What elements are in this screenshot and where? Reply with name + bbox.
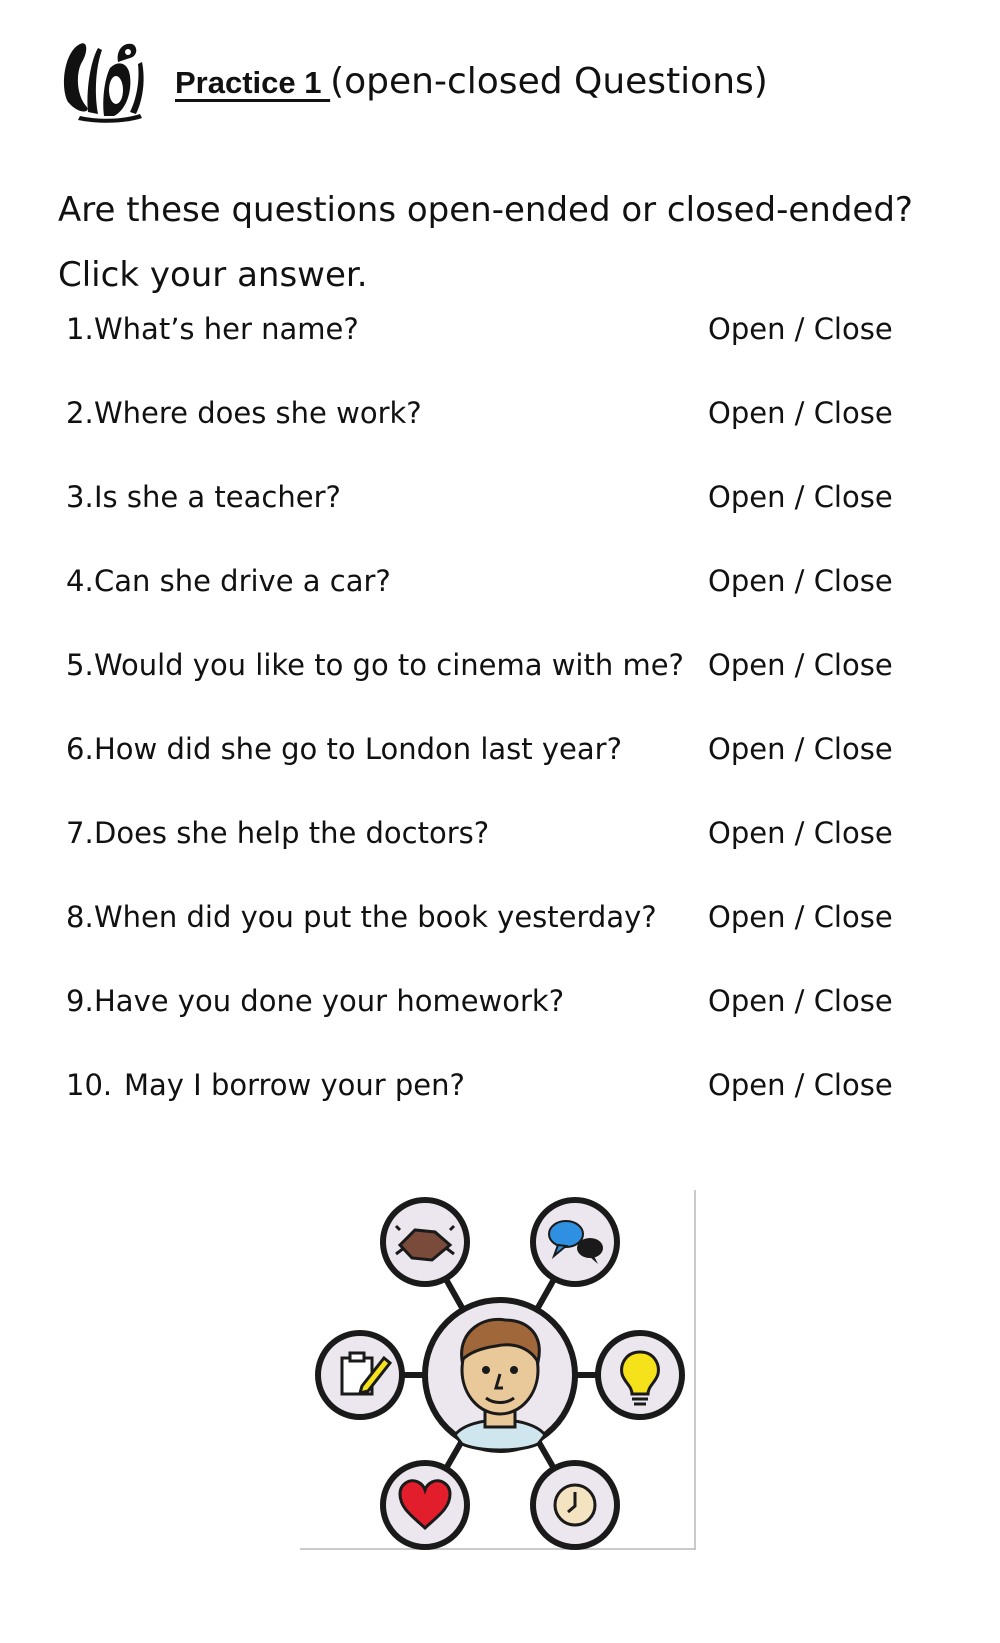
question-text: How did she go to London last year? (94, 732, 622, 766)
question-text: Where does she work? (94, 396, 422, 430)
instruction-click: Click your answer. (58, 255, 368, 295)
answer-separator: / (785, 1068, 814, 1102)
lightbulb-icon (598, 1333, 682, 1417)
question-row (66, 1068, 906, 1108)
question-row (66, 564, 906, 604)
question-number: 2. (66, 396, 94, 430)
close-option[interactable]: Close (813, 900, 893, 934)
question-text: Is she a teacher? (94, 480, 341, 514)
question-row (66, 648, 906, 688)
question-text: When did you put the book yesterday? (94, 900, 657, 934)
answer-choice (708, 396, 893, 430)
question-number: 6. (66, 732, 94, 766)
answer-choice (708, 564, 893, 598)
open-option[interactable]: Open (708, 984, 786, 1018)
answer-choice (708, 648, 893, 682)
question-text: Have you done your homework? (94, 984, 565, 1018)
close-option[interactable]: Close (813, 1068, 893, 1102)
answer-separator: / (785, 480, 814, 514)
question-number: 1. (66, 312, 94, 346)
answer-choice (708, 480, 893, 514)
question-number: 5. (66, 648, 94, 682)
question-row (66, 396, 906, 436)
close-option[interactable]: Close (813, 816, 893, 850)
open-option[interactable]: Open (708, 816, 786, 850)
answer-choice (708, 900, 893, 934)
open-option[interactable]: Open (708, 648, 786, 682)
answer-choice (708, 732, 893, 766)
question-row (66, 312, 906, 352)
question-text: Would you like to go to cinema with me? (94, 648, 684, 682)
question-number: 7. (66, 816, 94, 850)
open-option[interactable]: Open (708, 480, 786, 514)
answer-separator: / (785, 564, 814, 598)
open-option[interactable]: Open (708, 564, 786, 598)
close-option[interactable]: Close (813, 564, 893, 598)
heart-icon (383, 1463, 467, 1547)
open-option[interactable]: Open (708, 900, 786, 934)
title-subtitle: (open-closed Questions) (330, 61, 768, 102)
question-number: 8. (66, 900, 94, 934)
question-number: 3. (66, 480, 94, 514)
answer-choice (708, 816, 893, 850)
calligraphy-logo-icon (58, 32, 150, 124)
question-row (66, 732, 906, 772)
question-text: Can she drive a car? (94, 564, 391, 598)
open-option[interactable]: Open (708, 396, 786, 430)
close-option[interactable]: Close (813, 396, 893, 430)
title-bold: Practice 1 (175, 65, 331, 100)
open-option[interactable]: Open (708, 312, 786, 346)
instruction-question: Are these questions open-ended or closed-ended? (58, 190, 913, 230)
handshake-icon (383, 1200, 467, 1284)
close-option[interactable]: Close (813, 984, 893, 1018)
answer-choice (708, 1068, 893, 1102)
answer-separator: / (785, 900, 814, 934)
clock-icon (533, 1463, 617, 1547)
person-face-icon (425, 1300, 575, 1450)
answer-separator: / (785, 816, 814, 850)
open-option[interactable]: Open (708, 732, 786, 766)
question-number: 9. (66, 984, 94, 1018)
answer-separator: / (785, 312, 814, 346)
communication-illustration (300, 1190, 700, 1550)
chat-bubbles-icon (533, 1200, 617, 1284)
answer-choice (708, 984, 893, 1018)
close-option[interactable]: Close (813, 480, 893, 514)
clipboard-pencil-icon (318, 1333, 402, 1417)
question-row (66, 900, 906, 940)
page-title (175, 60, 768, 102)
answer-separator: / (785, 648, 814, 682)
close-option[interactable]: Close (813, 312, 893, 346)
question-row (66, 816, 906, 856)
question-number: 4. (66, 564, 94, 598)
answer-separator: / (785, 984, 814, 1018)
close-option[interactable]: Close (813, 732, 893, 766)
question-number: 10. (66, 1068, 113, 1102)
question-row (66, 480, 906, 520)
question-text: What’s her name? (94, 312, 359, 346)
question-text: Does she help the doctors? (94, 816, 490, 850)
open-option[interactable]: Open (708, 1068, 786, 1102)
answer-separator: / (785, 732, 814, 766)
question-text: May I borrow your pen? (124, 1068, 465, 1102)
answer-choice (708, 312, 893, 346)
close-option[interactable]: Close (813, 648, 893, 682)
question-row (66, 984, 906, 1024)
answer-separator: / (785, 396, 814, 430)
